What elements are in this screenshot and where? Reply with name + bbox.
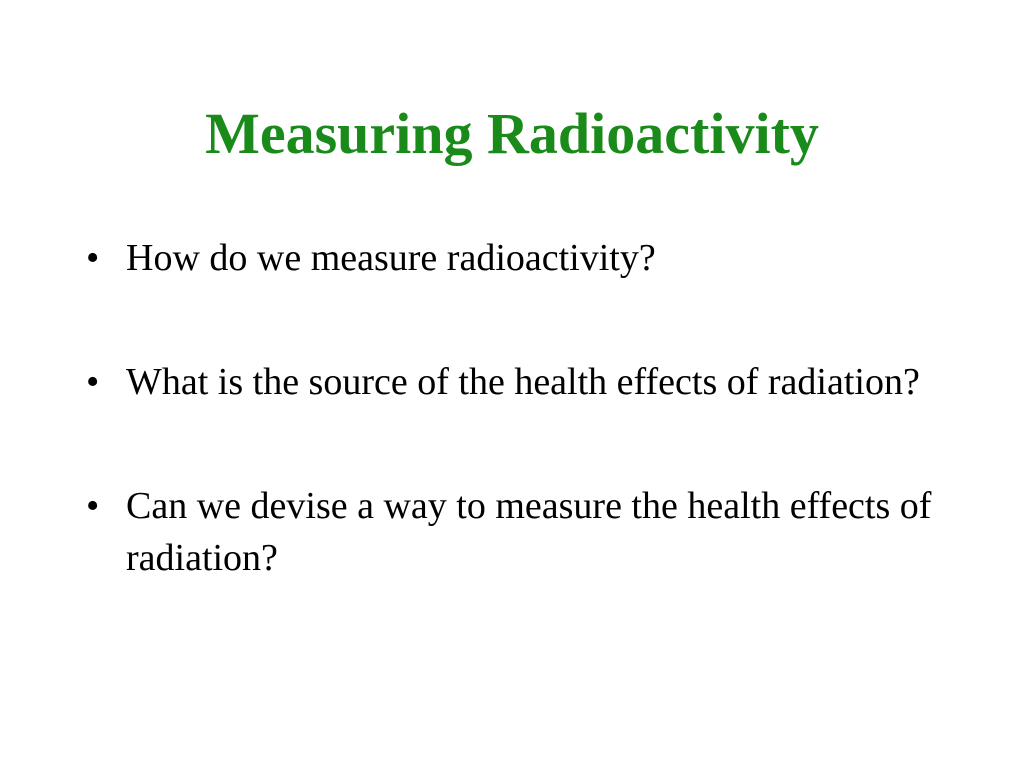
bullet-text: How do we measure radioactivity?	[126, 237, 656, 279]
bullet-icon: •	[86, 237, 100, 279]
bullet-text: What is the source of the health effects of radiation?	[126, 361, 920, 403]
slide-title: Measuring Radioactivity	[205, 101, 819, 166]
bullet-icon: •	[86, 361, 100, 403]
bullet-text: Can we devise a way to measure the health effects of radiation?	[126, 485, 932, 579]
bullet-item	[86, 232, 946, 284]
bullet-icon: •	[86, 485, 100, 527]
bullet-list	[86, 232, 946, 584]
bullet-item	[86, 480, 946, 584]
bullet-item	[86, 356, 946, 408]
